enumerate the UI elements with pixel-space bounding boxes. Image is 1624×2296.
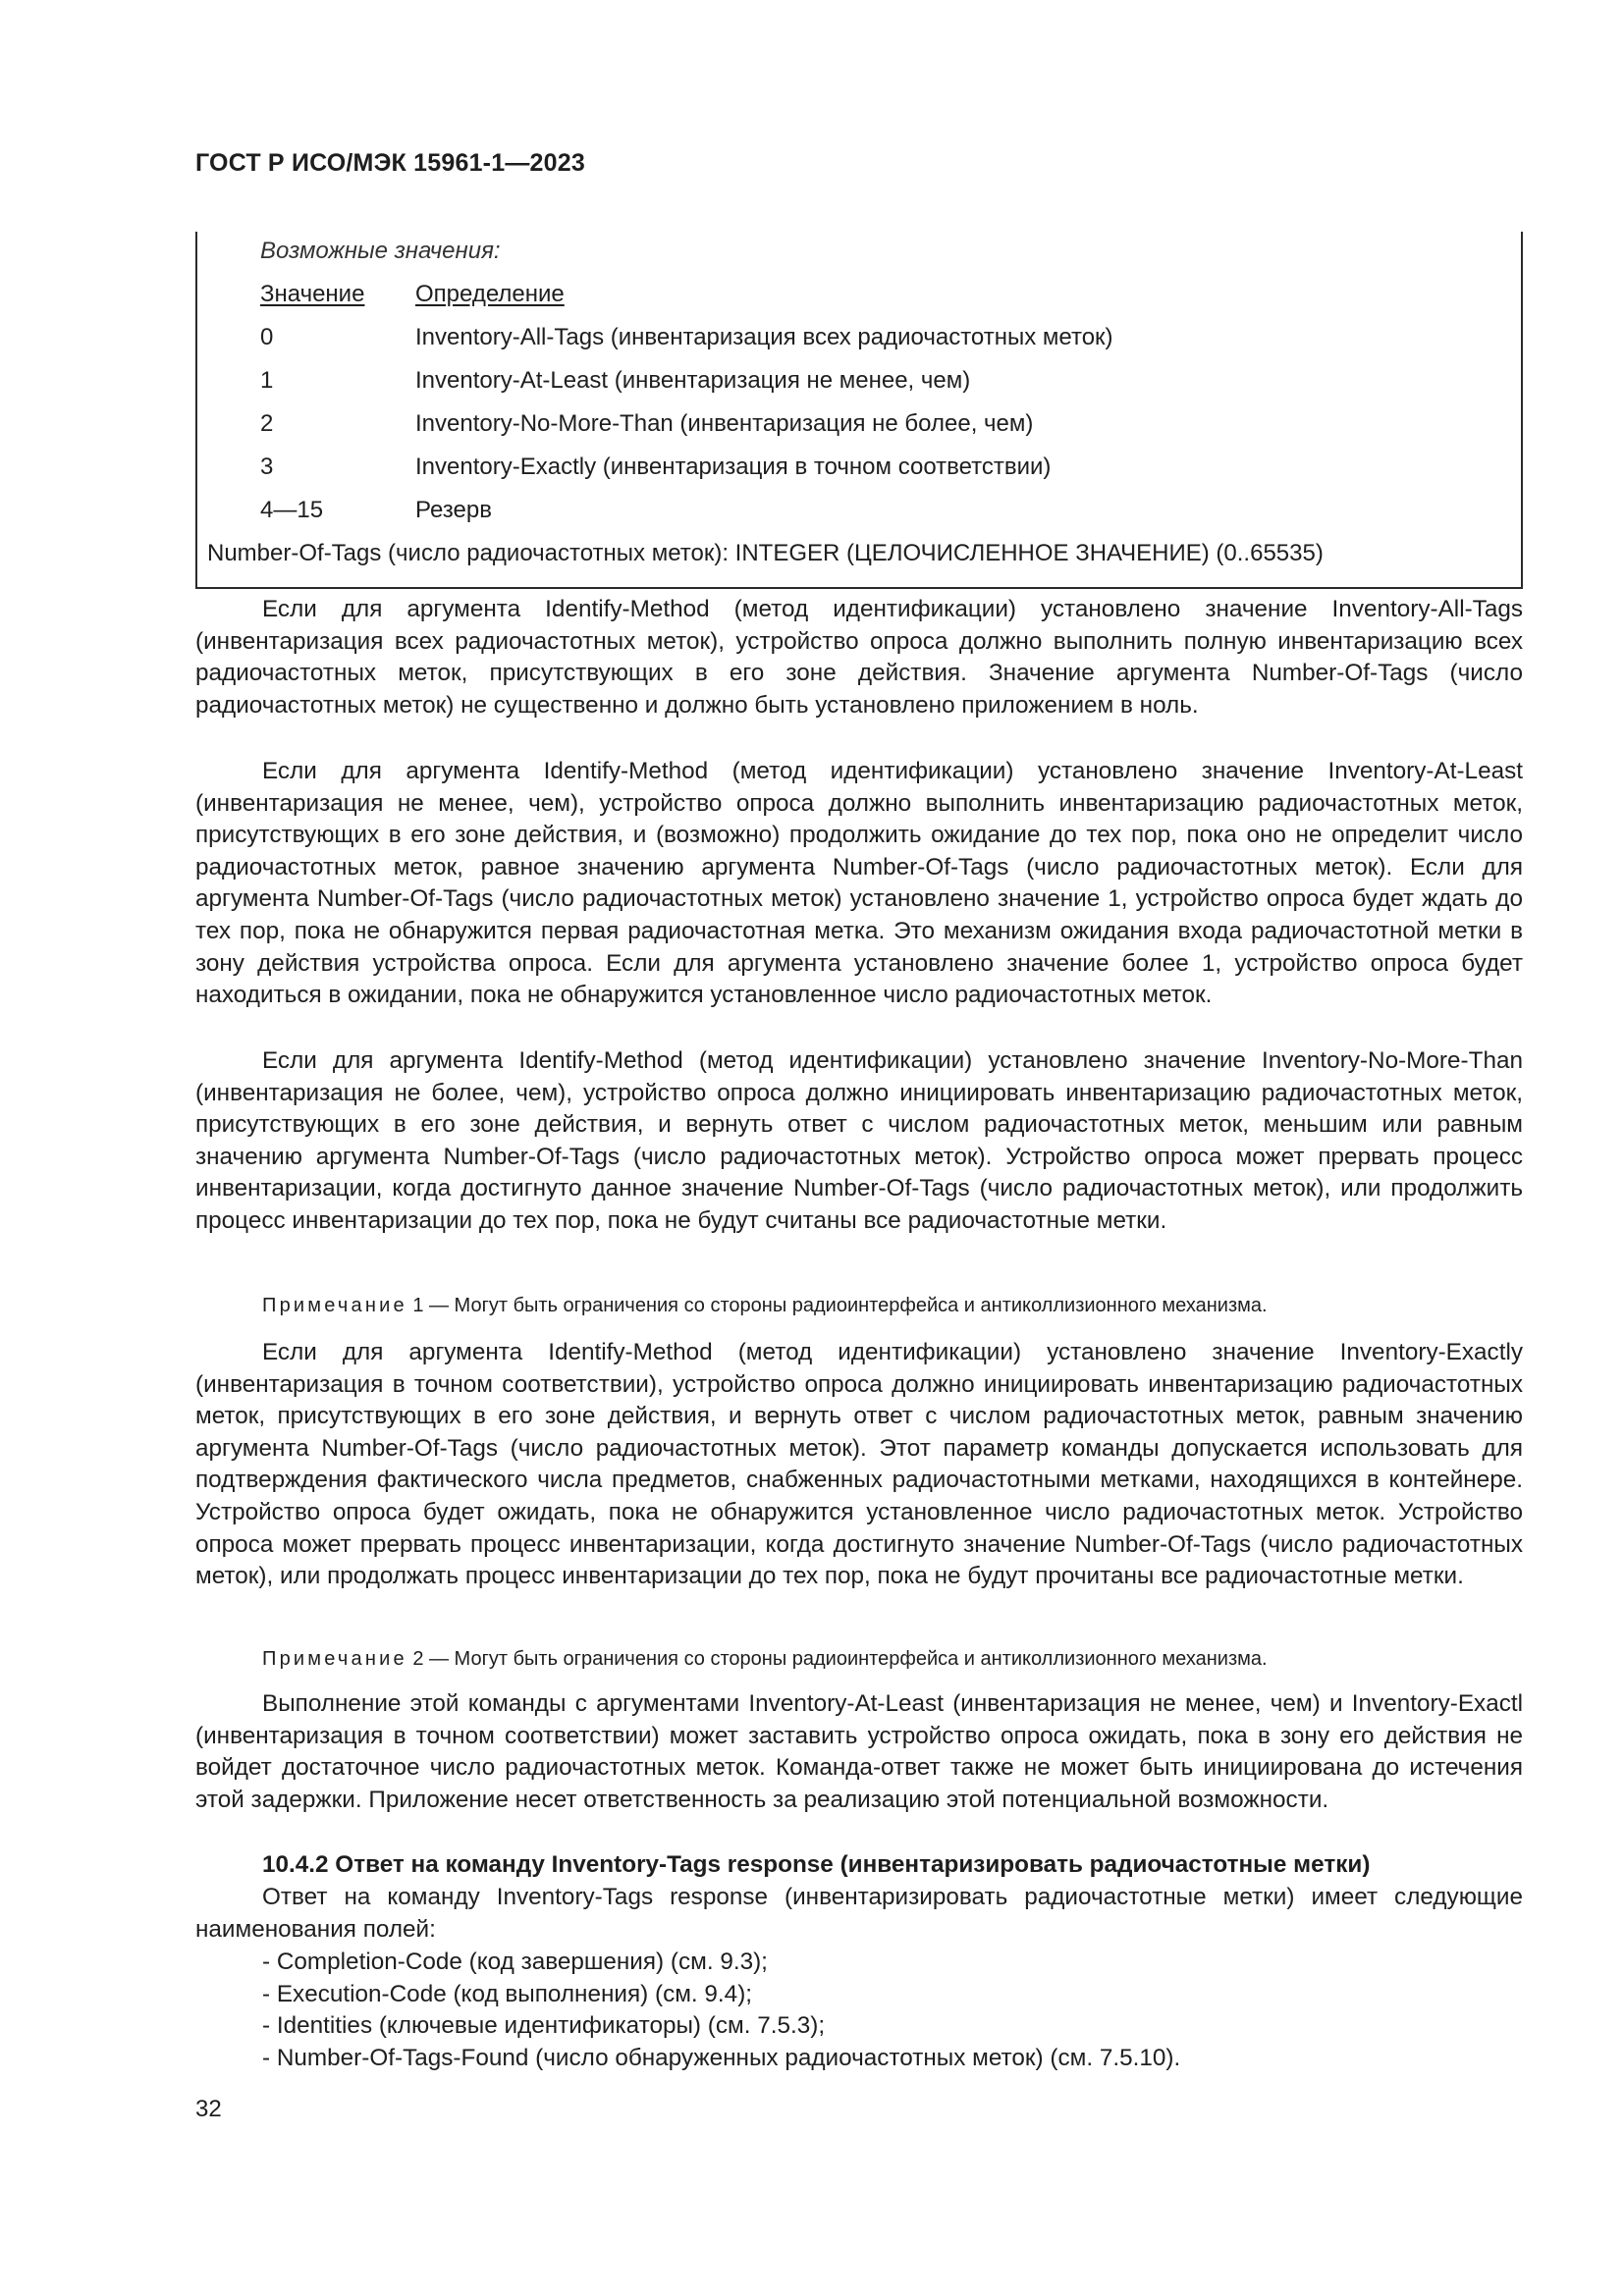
paragraph-execution-delay: Выполнение этой команды с аргументами Inventory-At-Least (инвентаризация не менее, чем) и Inventory-Exactl (инвентаризация в точном соответствии) может заставить устройство опроса ожидать, пока в зону его действия не войдет достаточное число радиочастотных меток. Команда-ответ также не может быть инициирована до истечения этой задержки. Приложение несет ответственность за реализацию этой потенциальной возможности. xyxy=(195,1690,1523,1813)
note-2 xyxy=(262,1645,1523,1673)
table-row-definition: Inventory-Exactly (инвентаризация в точном соответствии) xyxy=(415,454,1052,480)
table-row-definition: Inventory-All-Tags (инвентаризация всех радиочастотных меток) xyxy=(415,324,1113,350)
table-row-value: 3 xyxy=(260,454,274,480)
table-row-value: 4—15 xyxy=(260,497,324,523)
note-text: 1 — Могут быть ограничения со стороны радиоинтерфейса и антиколлизионного механизма. xyxy=(406,1295,1268,1316)
list-item: - Execution-Code (код выполнения) (см. 9.4); xyxy=(262,1980,753,2007)
table-row-value: 1 xyxy=(260,367,274,394)
column-header-definition: Определение xyxy=(415,281,565,307)
possible-values-lead: Возможные значения: xyxy=(260,238,501,264)
paragraph-inventory-all-tags: Если для аргумента Identify-Method (метод идентификации) установлено значение Inventory-All-Tags (инвентаризация всех радиочастотных меток), устройство опроса должно выполнить полную инвентаризацию всех радиочастотных меток, присутствующих в его зоне действия. Значение аргумента Number-Of-Tags (число радиочастотных меток) не существенно и должно быть установлено приложением в ноль. xyxy=(195,596,1523,719)
number-of-tags-definition: Number-Of-Tags (число радиочастотных меток): INTEGER (ЦЕЛОЧИСЛЕННОЕ ЗНАЧЕНИЕ) (0..65535) xyxy=(207,540,1324,566)
note-label: Примечание xyxy=(262,1648,407,1670)
note-text: 2 — Могут быть ограничения со стороны радиоинтерфейса и антиколлизионного механизма. xyxy=(406,1648,1268,1670)
document-header: ГОСТ Р ИСО/МЭК 15961-1—2023 xyxy=(195,149,585,177)
list-item: - Completion-Code (код завершения) (см. 9.3); xyxy=(262,1949,768,1975)
column-header-value: Значение xyxy=(260,281,365,307)
table-row-value: 2 xyxy=(260,410,274,437)
table-row-definition: Inventory-At-Least (инвентаризация не менее, чем) xyxy=(415,367,971,394)
fields-list xyxy=(262,1947,1180,2074)
note-1 xyxy=(262,1292,1523,1319)
list-item: - Identities (ключевые идентификаторы) (см. 7.5.3); xyxy=(262,2012,826,2040)
table-row-definition: Inventory-No-More-Than (инвентаризация не более, чем) xyxy=(415,410,1034,437)
list-item: - Number-Of-Tags-Found (число обнаруженных радиочастотных меток) (см. 7.5.10). xyxy=(262,2044,1181,2071)
paragraph-inventory-at-least: Если для аргумента Identify-Method (метод идентификации) установлено значение Inventory-At-Least (инвентаризация не менее, чем), устройство опроса должно выполнить инвентаризацию радиочастотных меток, присутствующих в его зоне действия, и (возможно) продолжить ожидание до тех пор, пока оно не определит число радиочастотных меток, равное значению аргумента Number-Of-Tags (число радиочастотных меток). Если для аргумента Number-Of-Tags (число радиочастотных меток) установлено значение 1, устройство опроса будет ждать до тех пор, пока не обнаружится первая радиочастотная метка. Это механизм ожидания входа радиочастотной метки в зону действия устройства опроса. Если для аргумента установлено значение более 1, устройство опроса будет находиться в ожидании, пока не обнаружится установленное число радиочастотных меток. xyxy=(195,758,1523,1009)
table-row-definition: Резерв xyxy=(415,497,492,523)
table-row-value: 0 xyxy=(260,324,274,350)
possible-values-table xyxy=(195,232,1523,589)
page-number: 32 xyxy=(195,2096,222,2122)
paragraph-inventory-exactly: Если для аргумента Identify-Method (метод идентификации) установлено значение Inventory-Exactly (инвентаризация в точном соответствии), устройство опроса должно инициировать инвентаризацию радиочастотных меток, присутствующих в его зоне действия, и вернуть ответ с числом радиочастотных меток, равным значению аргумента Number-Of-Tags (число радиочастотных меток). Этот параметр команды допускается использовать для подтверждения фактического числа предметов, снабженных радиочастотными метками, находящихся в контейнере. Устройство опроса будет ожидать, пока не обнаружится установленное число радиочастотных меток. Устройство опроса может прервать процесс инвентаризации, когда достигнуто значение Number-Of-Tags (число радиочастотных меток), или продолжать процесс инвентаризации до тех пор, пока не будут прочитаны все радиочастотные метки. xyxy=(195,1339,1523,1590)
note-label: Примечание xyxy=(262,1295,407,1316)
paragraph-response-fields: Ответ на команду Inventory-Tags response (инвентаризировать радиочастотные метки) имеет следующие наименования полей: xyxy=(195,1884,1523,1943)
section-heading: 10.4.2 Ответ на команду Inventory-Tags response (инвентаризировать радиочастотные метки) xyxy=(262,1851,1371,1878)
paragraph-inventory-no-more-than: Если для аргумента Identify-Method (метод идентификации) установлено значение Inventory-No-More-Than (инвентаризация не более, чем), устройство опроса должно инициировать инвентаризацию радиочастотных меток, присутствующих в его зоне действия, и вернуть ответ с числом радиочастотных меток, меньшим или равным значению аргумента Number-Of-Tags (число радиочастотных меток). Устройство опроса может прервать процесс инвентаризации, когда достигнуто данное значение Number-Of-Tags (число радиочастотных меток), или продолжить процесс инвентаризации до тех пор, пока не будут считаны все радиочастотные метки. xyxy=(195,1047,1523,1234)
